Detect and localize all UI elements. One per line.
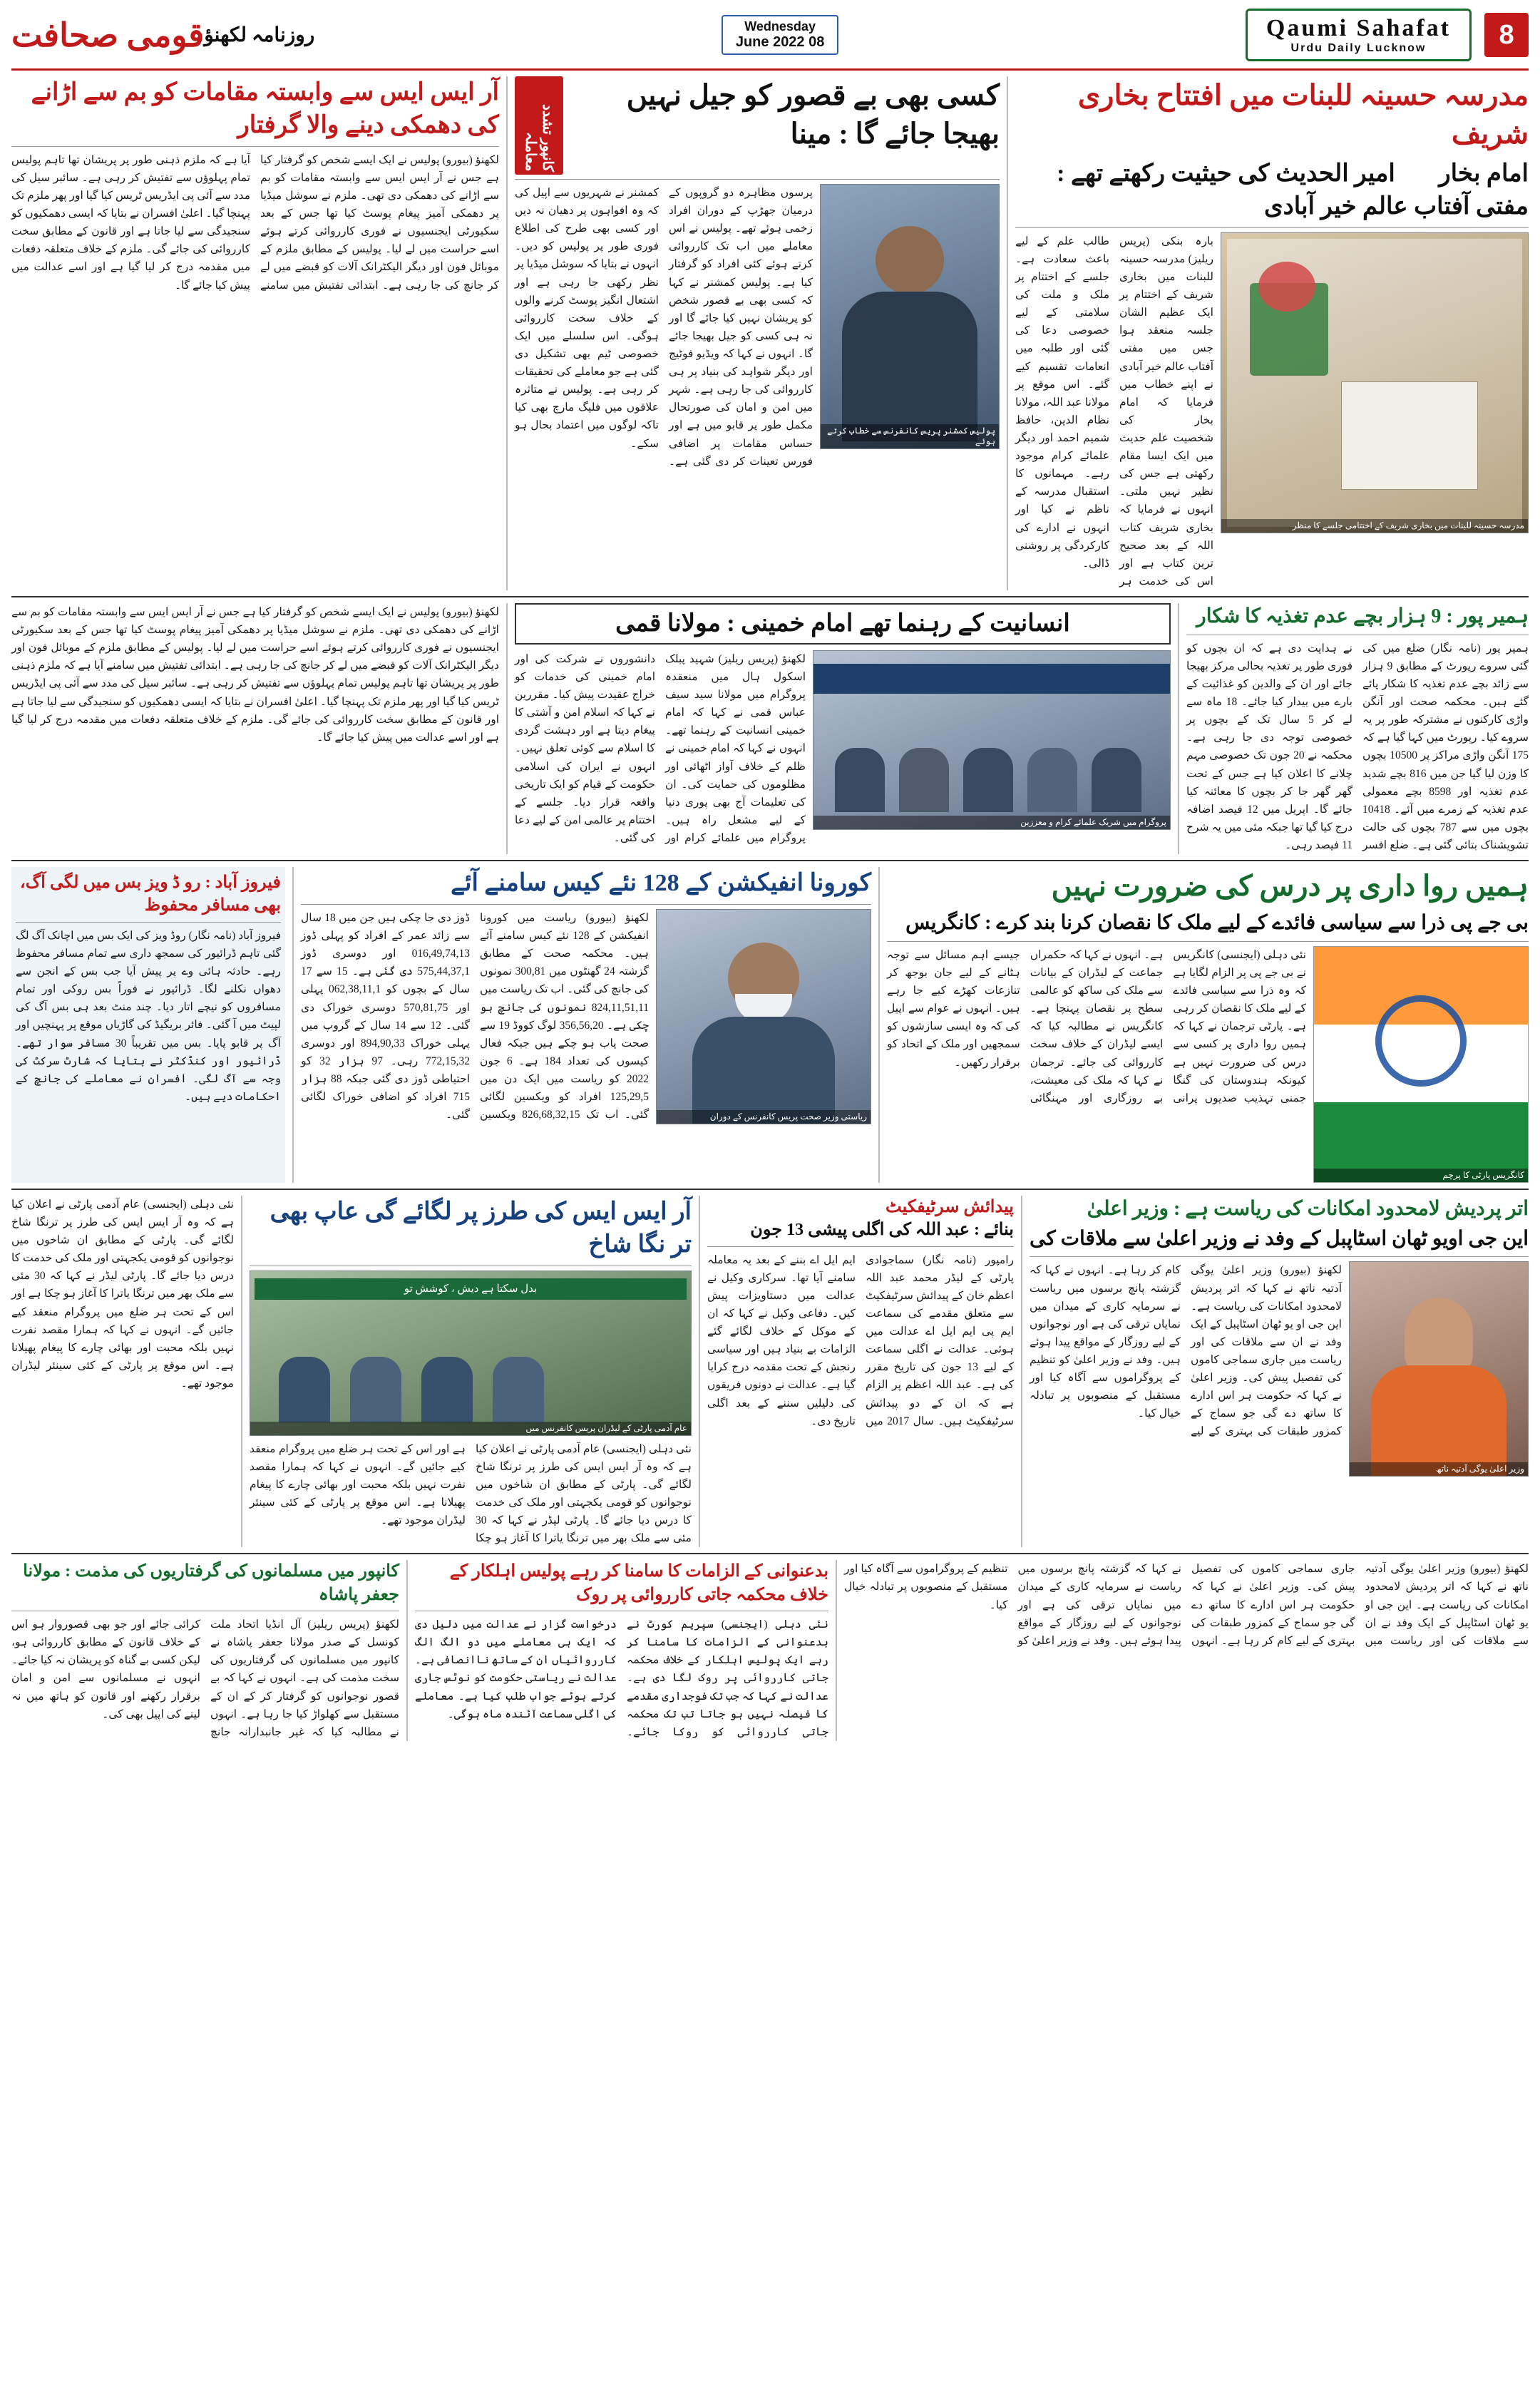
bukhari-photo	[1221, 232, 1529, 533]
rss2-body: نئی دہلی (ایجنسی) عام آدمی پارٹی نے اعلان کیا ہے کہ وہ آر ایس ایس کی طرز پر ترنگا شاخ لگائے گی۔ پارٹی کے مطابق ان شاخوں میں نوجوانوں کو قومی یکجہتی اور ملک کی خدمت کا درس دیا جائے گا۔ پارٹی لیڈر نے کہا کہ 30 مئی سے ملک بھر میں ترنگا یاترا کا آغاز ہو چکا ہے اور اس کے تحت ہر ضلع میں پروگرام منعقد کیے جائیں گے۔ انہوں نے کہا کہ ہمارا مقصد نفرت نہیں بلکہ محبت اور بھائی چارے کا پیغام پھیلانا ہے۔ اس موقع پر پارٹی کے کئی سینئر لیڈران موجود تھے۔	[250, 1442, 692, 1545]
corona-photo	[656, 909, 871, 1124]
congress-headline-b: بی جے پی ذرا سے سیاسی فائدے کے لیے ملک کا نقصان کرنا بند کرے : کانگریس	[905, 912, 1529, 935]
rss-headline: آر ایس ایس سے وابستہ مقامات کو بم سے اڑانے کی دھمکی دینے والا گرفتار	[31, 79, 499, 138]
date-value: 08 June 2022	[735, 34, 825, 50]
yogi-headline-b: این جی اویو ٹھان اسٹاپبل کے وفد نے وزیر اعلیٰ سے ملاقات کی	[1030, 1227, 1529, 1250]
article-certificate	[707, 1196, 1014, 1547]
publication-logo	[1246, 9, 1472, 61]
certificate-body: رامپور (نامہ نگار) سماجوادی پارٹی کے لیڈر محمد عبد اللہ اعظم خان کے پیدائش سرٹیفکیٹ سے متعلق مقدمے کی سماعت ایم پی ایم ایل اے عدالت میں ہوئی۔ عدالت نے اگلی سماعت کے لیے 13 جون کی تاریخ مقرر کی ہے۔ عبد اللہ اعظم پر الزام ہے کہ ان کے دو پیدائش سرٹیفکیٹ ہیں۔ سال 2017 میں ایم ایل اے بننے کے بعد یہ معاملہ سامنے آیا تھا۔ سرکاری وکیل نے عدالت میں دستاویزات پیش کیں۔ دفاعی وکیل نے کہا کہ ان کے موکل کے خلاف لگائے گئے الزامات بے بنیاد ہیں اور سیاسی رنجش کے تحت مقدمہ درج کرایا گیا ہے۔ عدالت نے دونوں فریقوں کی دلیلیں سننے کے بعد اگلی تاریخ دی۔	[707, 1253, 1014, 1427]
urdu-subtitle: روزنامہ لکھنؤ	[204, 24, 315, 46]
bottom-left-continued	[844, 1560, 1529, 1741]
article-rss-cont	[11, 603, 499, 854]
bukhari-body: بارہ بنکی (پریس ریلیز) مدرسہ حسینہ للبنات میں بخاری شریف کے اختتام پر ایک عظیم الشان جلسہ منعقد ہوا جس میں مفتی آفتاب عالم خیر آبادی نے اپنے خطاب میں فرمایا کہ امام بخاریؒ کی شخصیت علم حدیث میں ایک ایسا مقام رکھتی ہے جس کی نظیر نہیں ملتی۔ انہوں نے فرمایا کہ بخاری شریف کتاب اللہ کے بعد صحیح ترین کتاب ہے اور اس کی خدمت ہر طالب علم کے لیے باعث سعادت ہے۔ جلسے کے اختتام پر ملک و ملت کی سلامتی کے لیے خصوصی دعا کی گئی اور طلبہ میں انعامات تقسیم کیے گئے۔ اس موقع پر مولانا عبد اللہ، مولانا نظام الدین، حافظ شمیم احمد اور دیگر علمائے کرام موجود رہے۔ مہمانوں کا استقبال مدرسہ کے ناظم نے کیا اور انہوں نے ادارے کی کارکردگی پر روشنی ڈالی۔	[1015, 235, 1213, 587]
bukhari-headline-2: امام بخاریؒ امیر الحدیث کی حیثیت رکھتے تھے : مفتی آفتاب عالم خیر آبادی	[1057, 160, 1529, 220]
article-firozabad	[11, 867, 285, 1183]
second-band	[11, 603, 1529, 854]
yogi-headline-a: اتر پردیش لامحدود امکانات کی ریاست ہے : وزیر اعلیٰ	[1087, 1197, 1529, 1220]
article-bukhari	[1015, 76, 1529, 590]
article-congress	[887, 867, 1529, 1183]
corruption-headline: بدعنوانی کے الزامات کا سامنا کر رہے پولیس اہلکار کے خلاف محکمہ جاتی کارروائی پر روک	[449, 1562, 828, 1604]
khomeini-photo	[813, 650, 1171, 830]
article-hamirpur	[1186, 603, 1529, 854]
date-day: Wednesday	[744, 19, 816, 34]
article-rss	[11, 76, 499, 590]
corona-headline: کورونا انفیکشن کے 128 نئے کیس سامنے آئے	[451, 870, 871, 897]
article-kanpur	[515, 76, 1000, 590]
hamirpur-body: ہمیر پور (نامہ نگار) ضلع میں کی گئی سروے رپورٹ کے مطابق 9 ہزار سے زائد بچے عدم تغذیہ کا شکار پائے گئے ہیں۔ محکمہ صحت اور آنگن واڑی کارکنوں نے مشترکہ طور پر یہ سروے کیا۔ رپورٹ میں کہا گیا ہے کہ 175 آنگن واڑی مراکز پر 10500 بچوں کا وزن لیا گیا جن میں 816 بچے شدید عدم تغذیہ اور 8598 بچے معمولی عدم تغذیہ کے زمرے میں آئے۔ 10418 بچوں میں سے 787 بچوں کی حالت تشویشناک بتائی گئی ہے۔ ضلع افسر نے ہدایت دی ہے کہ ان بچوں کو فوری طور پر تغذیہ بحالی مرکز بھیجا جائے اور ان کے والدین کو غذائیت کے بارے میں بیدار کیا جائے۔ 18 ماہ سے لے کر 5 سال تک کے بچوں پر خصوصی توجہ دی جا رہی ہے۔ محکمہ نے 20 جون تک خصوصی مہم چلانے کا اعلان کیا ہے جس کے تحت گھر گھر جا کر بچوں کا معائنہ کیا جائے گا۔ اپریل میں 12 فیصد اضافہ درج کیا گیا تھا جبکہ مئی میں یہ شرح 11 فیصد رہی۔	[1186, 642, 1529, 851]
article-corona	[301, 867, 871, 1183]
rss2-body-side: نئی دہلی (ایجنسی) عام آدمی پارٹی نے اعلان کیا ہے کہ وہ آر ایس ایس کی طرز پر ترنگا شاخ لگائے گی۔ پارٹی کے مطابق ان شاخوں میں نوجوانوں کو قومی یکجہتی اور ملک کی خدمت کا درس دیا جائے گا۔ پارٹی لیڈر نے کہا کہ 30 مئی سے ملک بھر میں ترنگا یاترا کا آغاز ہو چکا ہے اور اس کے تحت ہر ضلع میں پروگرام منعقد کیے جائیں گے۔ انہوں نے کہا کہ ہمارا مقصد نفرت نہیں بلکہ محبت اور بھائی چارے کا پیغام پھیلانا ہے۔ اس موقع پر پارٹی کے کئی سینئر لیڈران موجود تھے۔	[11, 1198, 234, 1390]
logo-title: Qaumi Sahafat	[1266, 15, 1451, 41]
masthead	[11, 9, 1529, 71]
congress-headline-a: ہمیں روا داری پر درس کی ضرورت نہیں	[1051, 870, 1529, 903]
corruption-body: نئی دہلی (ایجنسی) سپریم کورٹ نے بدعنوانی کے الزامات کا سامنا کر رہے ایک پولیس اہلکار کے خلاف محکمہ جاتی کارروائی پر روک لگا دی ہے۔ عدالت نے کہا کہ جب تک فوجداری مقدمے کا فیصلہ نہیں ہو جاتا تب تک محکمہ جاتی کارروائی کو روکا جائے۔ درخواست گزار نے عدالت میں دلیل دی کہ ایک ہی معاملے میں دو الگ الگ کارروائیاں ان کے ساتھ ناانصافی ہے۔ عدالت نے ریاستی حکومت کو نوٹس جاری کرتے ہوئے جواب طلب کیا ہے۔ معاملے کی اگلی سماعت آئندہ ماہ ہوگی۔	[415, 1618, 828, 1738]
khomeini-photo-caption: پروگرام میں شریک علمائے کرام و معززین	[813, 816, 1170, 829]
third-band	[11, 867, 1529, 1183]
khomeini-headline: انسانیت کے رہنما تھے امام خمینی : مولانا قمی	[615, 610, 1070, 637]
jafar-body: لکھنؤ (پریس ریلیز) آل انڈیا اتحاد ملت کونسل کے صدر مولانا جعفر پاشاہ نے کانپور میں مسلمانوں کی گرفتاریوں کی سخت مذمت کی ہے۔ انہوں نے کہا کہ بے قصور نوجوانوں کو گرفتار کر کے ان کے مستقبل سے کھلواڑ کیا جا رہا ہے۔ انہوں نے مطالبہ کیا کہ غیر جانبدارانہ جانچ کرائی جائے اور جو بھی قصوروار ہو اس کے خلاف قانون کے مطابق کارروائی ہو، لیکن کسی بے گناہ کو پریشان نہ کیا جائے۔ انہوں نے مسلمانوں سے امن و امان برقرار رکھنے اور قانون کو ہاتھ میں نہ لینے کی اپیل بھی کی۔	[11, 1618, 399, 1738]
hamirpur-headline: ہمیر پور : 9 ہزار بچے عدم تغذیہ کا شکار	[1196, 605, 1529, 627]
kanpur-headline: کسی بھی بے قصور کو جیل نہیں بھیجا جائے گا : مینا	[626, 79, 1000, 150]
rss2-photo-banner: بدل سکتا ہے دیش ، کوشش تو	[255, 1278, 687, 1300]
kanpur-photo-caption: پولیس کمشنر پریس کانفرنس سے خطاب کرتے ہوئے	[821, 424, 999, 448]
article-yogi	[1030, 1196, 1529, 1547]
date-block	[722, 15, 839, 55]
bottom-band	[11, 1560, 1529, 1741]
yogi-photo-caption: وزیر اعلیٰ یوگی آدتیہ ناتھ	[1350, 1462, 1528, 1476]
jafar-headline: کانپور میں مسلمانوں کی گرفتاریوں کی مذمت : مولانا جعفر پاشاہ	[23, 1562, 399, 1604]
firozabad-headline: فیروز آباد : رو ڈ ویز بس میں لگی آگ، بھی مسافر محفوظ	[20, 873, 281, 915]
corona-body: لکھنؤ (بیورو) ریاست میں کورونا انفیکشن کے 128 نئے کیس سامنے آئے ہیں۔ محکمہ صحت کے مطابق گزشتہ 24 گھنٹوں میں 300,81 نمونوں کی جانچ کی گئی۔ اب تک ریاست میں 824,11,51,11 نمونوں کی جانچ ہو چکی ہے۔ 356,56,20 لوگ کووڈ 19 سے صحت یاب ہو چکے ہیں جبکہ فعال کیسوں کی تعداد 184 ہے۔ 6 جون 2022 کو ریاست میں ایک دن میں 125,29,5 افراد کو ویکسین لگائی گئی۔ اب تک 826,68,32,15 ویکسین ڈوز دی جا چکی ہیں جن میں 18 سال سے زائد عمر کے افراد کو پہلی ڈوز 016,49,74,13 اور دوسری ڈوز 575,44,37,1 دی گئی ہے۔ 15 سے 17 سال کے بچوں کو 062,38,11,1 پہلی اور 570,81,75 دوسری خوراک دی گئی۔ 12 سے 14 سال کے گروپ میں پہلی خوراک 894,90,33 اور دوسری 772,15,32 رہی۔ 97 ہزار 32 کو احتیاطی ڈوز دی گئی جبکہ 88 ہزار 715 افراد کو اضافی خوراک لگائی گئی۔	[301, 911, 649, 1122]
page-number: 8	[1484, 13, 1529, 57]
brand-urdu: قومی صحافت	[11, 17, 205, 53]
article-khomeini	[515, 603, 1171, 854]
certificate-headline-a: پیدائش سرٹیفکیٹ	[885, 1197, 1014, 1216]
yogi-photo	[1349, 1261, 1529, 1477]
kanpur-photo	[820, 184, 1000, 449]
rss2-photo	[250, 1271, 692, 1436]
top-band	[11, 76, 1529, 590]
kanpur-body: پرسوں مظاہرہ دو گروپوں کے درمیان جھڑپ کے دوران افراد زخمی ہوئے تھے۔ پولیس نے اس معاملے میں اب تک کارروائی کرتے ہوئے کئی افراد کو گرفتار کیا ہے۔ پولیس کمشنر نے کہا کہ کسی بھی بے قصور شخص کو پریشان نہیں کیا جائے گا اور نہ ہی کسی کو جیل بھیجا جائے گا۔ انہوں نے کہا کہ ویڈیو فوٹیج اور دیگر شواہد کی بنیاد پر ہی کارروائی کی جا رہی ہے۔ شہر میں امن و امان کی صورتحال مکمل طور پر قابو میں ہے اور حساس مقامات پر اضافی فورس تعینات کر دی گئی ہے۔ کمشنر نے شہریوں سے اپیل کی کہ وہ افواہوں پر دھیان نہ دیں اور کسی بھی طرح کی اطلاع فوری طور پر پولیس کو دیں۔ انہوں نے بتایا کہ سوشل میڈیا پر نظر رکھی جا رہی ہے اور اشتعال انگیز پوسٹ کرنے والوں کے خلاف سخت کارروائی ہوگی۔ اس سلسلے میں ایک خصوصی ٹیم بھی تشکیل دی گئی ہے جو معاملے کی تحقیقات کر رہی ہے۔ پولیس نے متاثرہ علاقوں میں فلیگ مارچ بھی کیا تاکہ لوگوں میں اعتماد بحال ہو سکے۔	[515, 187, 813, 468]
rss-body: لکھنؤ (بیورو) پولیس نے ایک ایسے شخص کو گرفتار کیا ہے جس نے آر ایس ایس سے وابستہ مقامات کو بم سے اڑانے کی دھمکی دی تھی۔ ملزم نے سوشل میڈیا پر دھمکی آمیز پیغام پوسٹ کیا تھا جس کے بعد سکیورٹی ایجنسیوں نے فوری کارروائی کرتے ہوئے اسے حراست میں لے لیا۔ پولیس کے مطابق ملزم کے موبائل فون اور دیگر الیکٹرانک آلات کو قبضے میں لے کر جانچ کی جا رہی ہے۔ ابتدائی تفتیش میں سامنے آیا ہے کہ ملزم ذہنی طور پر پریشان تھا تاہم پولیس تمام پہلوؤں سے تفتیش کر رہی ہے۔ سائبر سیل کی مدد سے آئی پی ایڈریس ٹریس کیا گیا اور پھر ملزم تک پہنچا گیا۔ اعلیٰ افسران نے بتایا کہ ایسی دھمکیوں کو سنجیدگی سے لیا جاتا ہے اور قانون کے مطابق سخت کارروائی کی جائے گی۔ ملزم کے خلاف متعلقہ دفعات میں مقدمہ درج کر لیا گیا ہے اور اسے عدالت میں پیش کیا جائے گا۔	[11, 153, 499, 292]
bukhari-photo-caption: مدرسہ حسینہ للبنات میں بخاری شریف کے اختتامی جلسے کا منظر	[1221, 519, 1528, 533]
yogi-body: لکھنؤ (بیورو) وزیر اعلیٰ یوگی آدتیہ ناتھ نے کہا کہ اتر پردیش لامحدود امکانات کی ریاست ہے۔ این جی او یو ٹھان اسٹاپبل کے ایک وفد نے ان سے ملاقات کی اور ریاست میں جاری سماجی کاموں کی تفصیل پیش کی۔ وزیر اعلیٰ نے کہا کہ حکومت ہر اس ادارے کا ساتھ دے گی جو سماج کے کمزور طبقات کی بہتری کے لیے کام کر رہا ہے۔ انہوں نے کہا کہ گزشتہ پانچ برسوں میں ریاست نے سرمایہ کاری کے میدان میں نمایاں ترقی کی ہے اور نوجوانوں کے لیے روزگار کے مواقع پیدا ہوئے ہیں۔ وفد نے وزیر اعلیٰ کو تنظیم کے پروگراموں سے آگاہ کیا اور مستقبل کے منصوبوں پر تبادلہ خیال کیا۔	[1030, 1264, 1342, 1438]
article-corruption	[415, 1560, 828, 1741]
logo-subtitle: Urdu Daily Lucknow	[1290, 42, 1427, 54]
congress-body: نئی دہلی (ایجنسی) کانگریس نے بی جے پی پر الزام لگایا ہے کہ وہ ذرا سے سیاسی فائدے کے لیے ملک کا نقصان کر رہی ہے۔ پارٹی ترجمان نے کہا کہ ہمیں روا داری پر کسی سے درس کی ضرورت نہیں ہے کیونکہ ہندوستان کی گنگا جمنی تہذیب صدیوں پرانی ہے۔ انہوں نے کہا کہ حکمراں جماعت کے لیڈران کے بیانات سے ملک کی ساکھ کو عالمی سطح پر نقصان پہنچا ہے۔ کانگریس نے مطالبہ کیا کہ ایسے لیڈران کے خلاف سخت کارروائی کی جائے۔ ترجمان نے کہا کہ ملک کی معیشت، بے روزگاری اور مہنگائی جیسے اہم مسائل سے توجہ ہٹانے کے لیے جان بوجھ کر تنازعات کھڑے کیے جا رہے ہیں۔ انہوں نے عوام سے اپیل کی کہ وہ ایسی سازشوں کو سمجھیں اور ملک کے اتحاد کو برقرار رکھیں۔	[887, 948, 1306, 1104]
corona-photo-caption: ریاستی وزیر صحت پریس کانفرنس کے دوران	[657, 1110, 871, 1124]
rss2-headline: آر ایس ایس کی طرز پر لگائے گی عاپ بھی تر نگا شاخ	[270, 1198, 692, 1258]
article-rss2	[250, 1196, 692, 1547]
firozabad-body: فیروز آباد (نامہ نگار) روڈ ویز کی ایک بس میں اچانک آگ لگ گئی تاہم ڈرائیور کی سمجھ داری سے تمام مسافر محفوظ رہے۔ حادثہ ہائی وے پر پیش آیا جب بس کے انجن سے دھواں نکلنے لگا۔ ڈرائیور نے فوراً بس روکی اور تمام مسافروں کو نیچے اتار دیا۔ چند منٹ بعد ہی بس آگ کی لپیٹ میں آ گئی۔ فائر بریگیڈ کی گاڑیاں موقع پر پہنچیں اور آگ پر قابو پایا۔ بس میں تقریباً 30 مسافر سوار تھے۔ ڈرائیور اور کنڈکٹر نے بتایا کہ شارٹ سرکٹ کی وجہ سے آگ لگی۔ افسران نے معاملے کی جانچ کے احکامات دیے ہیں۔	[16, 929, 281, 1103]
fourth-band	[11, 1196, 1529, 1547]
certificate-headline-b: بنائے : عبد اللہ کی اگلی پیشی 13 جون	[750, 1221, 1014, 1240]
khomeini-body: لکھنؤ (پریس ریلیز) شہید پبلک اسکول ہال میں منعقدہ پروگرام میں مولانا سید سیف عباس قمی نے کہا کہ امام خمینی انسانیت کے رہنما تھے۔ انہوں نے کہا کہ امام خمینی نے ظلم کے خلاف آواز اٹھائی اور مظلوموں کی حمایت کی۔ ان کی تعلیمات آج بھی پوری دنیا کے لیے مشعل راہ ہیں۔ پروگرام میں علمائے کرام اور دانشوروں نے شرکت کی اور امام خمینی کی خدمات کو خراج عقیدت پیش کیا۔ مقررین نے کہا کہ اسلام امن و آشتی کا پیغام دیتا ہے اور دہشت گردی کا اسلام سے کوئی تعلق نہیں۔ انہوں نے ایران کی اسلامی حکومت کے قیام کو ایک تاریخی واقعہ قرار دیا۔ جلسے کے اختتام پر عالمی امن کے لیے دعا کی گئی۔	[515, 652, 806, 844]
congress-photo	[1313, 946, 1529, 1183]
article-jafar	[11, 1560, 399, 1741]
rss-body-cont: لکھنؤ (بیورو) پولیس نے ایک ایسے شخص کو گرفتار کیا ہے جس نے آر ایس ایس سے وابستہ مقامات کو بم سے اڑانے کی دھمکی دی تھی۔ ملزم نے سوشل میڈیا پر دھمکی آمیز پیغام پوسٹ کیا تھا جس کے بعد سکیورٹی ایجنسیوں نے فوری کارروائی کرتے ہوئے اسے حراست میں لے لیا۔ پولیس کے مطابق ملزم کے موبائل فون اور دیگر الیکٹرانک آلات کو قبضے میں لے کر جانچ کی جا رہی ہے۔ ابتدائی تفتیش میں سامنے آیا ہے کہ ملزم ذہنی طور پر پریشان تھا تاہم پولیس تمام پہلوؤں سے تفتیش کر رہی ہے۔ سائبر سیل کی مدد سے آئی پی ایڈریس ٹریس کیا گیا اور پھر ملزم تک پہنچا گیا۔ اعلیٰ افسران نے بتایا کہ ایسی دھمکیوں کو سنجیدگی سے لیا جاتا ہے اور قانون کے مطابق سخت کارروائی کی جائے گی۔ ملزم کے خلاف متعلقہ دفعات میں مقدمہ درج کر لیا گیا ہے اور اسے عدالت میں پیش کیا جائے گا۔	[11, 605, 499, 744]
rss2-photo-caption: عام آدمی پارٹی کے لیڈران پریس کانفرنس میں	[250, 1422, 691, 1435]
congress-photo-caption: کانگریس پارٹی کا پرچم	[1314, 1169, 1528, 1182]
yogi-body-cont: لکھنؤ (بیورو) وزیر اعلیٰ یوگی آدتیہ ناتھ نے کہا کہ اتر پردیش لامحدود امکانات کی ریاست ہے۔ این جی او یو ٹھان اسٹاپبل کے ایک وفد نے ان سے ملاقات کی اور ریاست میں جاری سماجی کاموں کی تفصیل پیش کی۔ وزیر اعلیٰ نے کہا کہ حکومت ہر اس ادارے کا ساتھ دے گی جو سماج کے کمزور طبقات کی بہتری کے لیے کام کر رہا ہے۔ انہوں نے کہا کہ گزشتہ پانچ برسوں میں ریاست نے سرمایہ کاری کے میدان میں نمایاں ترقی کی ہے اور نوجوانوں کے لیے روزگار کے مواقع پیدا ہوئے ہیں۔ وفد نے وزیر اعلیٰ کو تنظیم کے پروگراموں سے آگاہ کیا اور مستقبل کے منصوبوں پر تبادلہ خیال کیا۔	[844, 1563, 1529, 1647]
bukhari-headline-1: مدرسہ حسینہ للبنات میں افتتاح بخاری شریف	[1077, 79, 1529, 150]
kanpur-kicker: کانپور تشدد معاملہ	[515, 76, 563, 175]
article-rss2-side	[11, 1196, 234, 1547]
